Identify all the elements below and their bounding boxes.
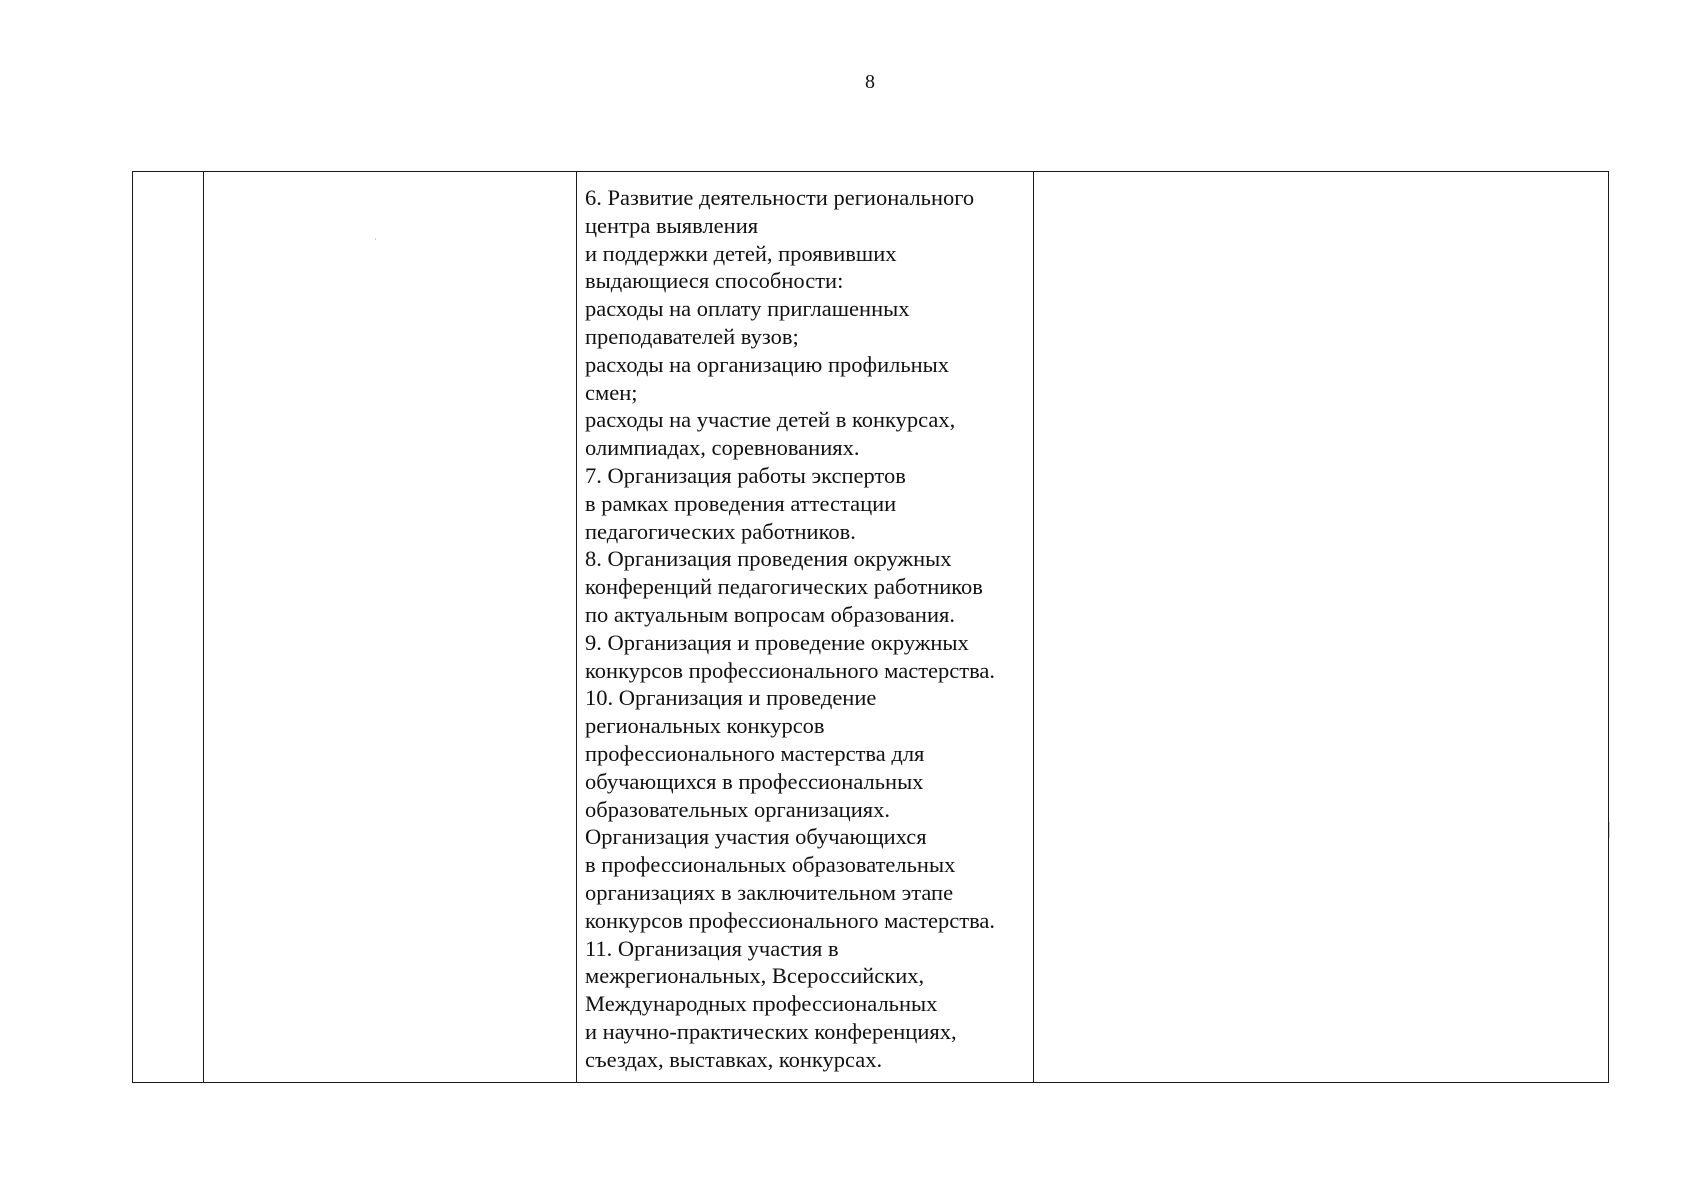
activities-text [577, 172, 1033, 1082]
table-cell-activities [577, 172, 1034, 1083]
activity-line: преподавателей вузов; [585, 323, 799, 349]
activity-line: центра выявления [585, 212, 759, 238]
activity-line: региональных конкурсов [585, 713, 825, 739]
activity-line: профессионального мастерства для [585, 740, 925, 766]
activity-line: смен; [585, 379, 638, 405]
activity-line: Международных профессиональных [585, 991, 938, 1017]
document-table [132, 171, 1609, 1083]
activity-line: организациях в заключительном этапе [585, 879, 954, 905]
activity-line: и научно-практических конференциях, [585, 1018, 957, 1044]
activity-line: в профессиональных образовательных [585, 852, 956, 878]
activity-line: конкурсов профессионального мастерства. [585, 907, 996, 933]
activity-line: расходы на оплату приглашенных [585, 296, 910, 322]
activity-line: олимпиадах, соревнованиях. [585, 435, 860, 461]
activity-line: 10. Организация и проведение [585, 685, 877, 711]
activity-line: в рамках проведения аттестации [585, 490, 897, 516]
activity-line: обучающихся в профессиональных [585, 768, 924, 794]
activity-line: конкурсов профессионального мастерства. [585, 657, 996, 683]
activity-line: 9. Организация и проведение окружных [585, 629, 969, 655]
activity-line: образовательных организациях. [585, 796, 890, 822]
activity-line: съездах, выставках, конкурсах. [585, 1046, 883, 1072]
activity-line: 11. Организация участия в [585, 935, 839, 961]
page-number: 8 [865, 71, 875, 93]
activity-line: педагогических работников. [585, 518, 856, 544]
table-cell-notes [1034, 172, 1609, 1083]
activity-line: расходы на участие детей в конкурсах, [585, 407, 956, 433]
activity-line: Организация участия обучающихся [585, 824, 927, 850]
activity-line: 6. Развитие деятельности регионального [585, 185, 975, 210]
activity-line: и поддержки детей, проявивших [585, 240, 897, 266]
activity-line: выдающиеся способности: [585, 268, 844, 294]
scan-artifact-left [375, 238, 376, 240]
activity-line: 7. Организация работы экспертов [585, 462, 906, 488]
table-cell-number [133, 172, 204, 1083]
activity-line: конференций педагогических работников [585, 574, 983, 600]
table-cell-name [204, 172, 577, 1083]
activity-line: по актуальным вопросам образования. [585, 601, 955, 627]
activity-line: межрегиональных, Всероссийских, [585, 963, 925, 989]
table-row [133, 172, 1609, 1083]
activity-line: расходы на организацию профильных [585, 351, 950, 377]
scan-artifact-right [1609, 822, 1610, 838]
activity-line: 8. Организация проведения окружных [585, 546, 952, 572]
